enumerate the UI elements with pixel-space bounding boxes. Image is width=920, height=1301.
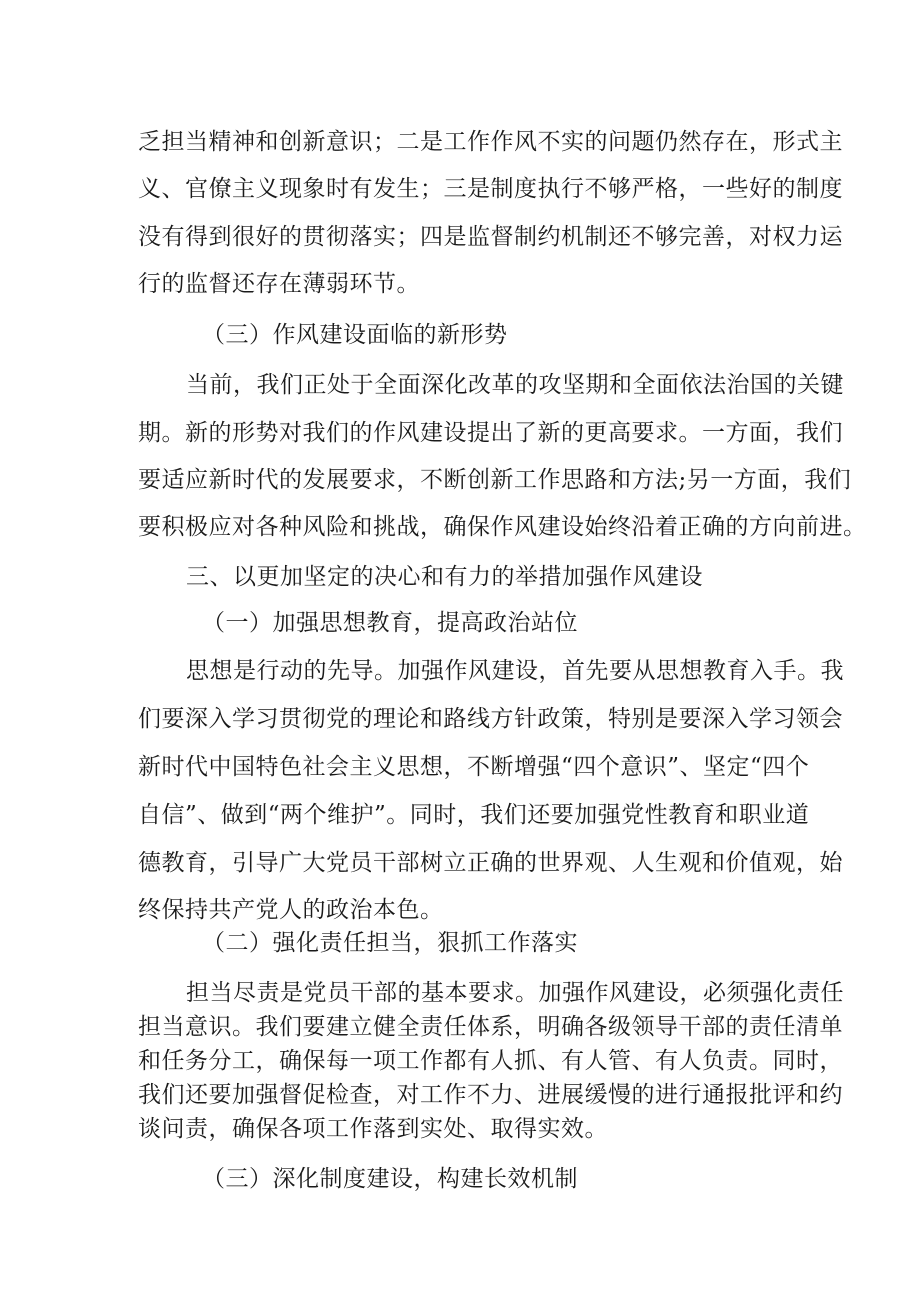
- paragraph-line: 和任务分工，确保每一项工作都有人抓、有人管、有人负责。同时，: [138, 1048, 843, 1074]
- paragraph-line: 谈问责，确保各项工作落到实处、取得实效。: [138, 1116, 608, 1142]
- paragraph-line: 终保持共产党人的政治本色。: [138, 897, 444, 923]
- paragraph-line: 担当意识。我们要建立健全责任体系，明确各级领导干部的责任清单: [138, 1014, 843, 1040]
- paragraph-line: 期。新的形势对我们的作风建设提出了新的更高要求。一方面，我们: [138, 420, 843, 446]
- subheading-new-situation: （三）作风建设面临的新形势: [202, 322, 508, 348]
- section-heading-three: 三、以更加坚定的决心和有力的举措加强作风建设: [186, 564, 703, 590]
- paragraph-line: 自信”、做到“两个维护”。同时，我们还要加强党性教育和职业道: [138, 802, 810, 828]
- paragraph-line: 们要深入学习贯彻党的理论和路线方针政策，特别是要深入学习领会: [138, 706, 843, 732]
- paragraph-line: 德教育，引导广大党员干部树立正确的世界观、人生观和价值观，始: [138, 850, 843, 876]
- paragraph-line: 新时代中国特色社会主义思想，不断增强“四个意识”、坚定“四个: [138, 754, 810, 780]
- paragraph-line: 担当尽责是党员干部的基本要求。加强作风建设，必须强化责任: [186, 980, 844, 1006]
- paragraph-line: 乏担当精神和创新意识；二是工作作风不实的问题仍然存在，形式主: [138, 129, 843, 155]
- subheading-ideology: （一）加强思想教育，提高政治站位: [202, 610, 578, 636]
- paragraph-line: 要适应新时代的发展要求，不断创新工作思路和方法;另一方面，我们: [138, 467, 852, 493]
- paragraph-line: 行的监督还存在薄弱环节。: [138, 271, 420, 297]
- paragraph-line: 我们还要加强督促检查，对工作不力、进展缓慢的进行通报批评和约: [138, 1082, 843, 1108]
- paragraph-line: 没有得到很好的贯彻落实；四是监督制约机制还不够完善，对权力运: [138, 224, 843, 250]
- subheading-responsibility: （二）强化责任担当，狠抓工作落实: [202, 930, 578, 956]
- paragraph-line: 思想是行动的先导。加强作风建设，首先要从思想教育入手。我: [186, 658, 844, 684]
- paragraph-line: 要积极应对各种风险和挑战，确保作风建设始终沿着正确的方向前进。: [138, 514, 867, 540]
- paragraph-line: 义、官僚主义现象时有发生；三是制度执行不够严格，一些好的制度: [138, 176, 843, 202]
- paragraph-line: 当前，我们正处于全面深化改革的攻坚期和全面依法治国的关键: [186, 372, 844, 398]
- subheading-institution: （三）深化制度建设，构建长效机制: [202, 1166, 578, 1192]
